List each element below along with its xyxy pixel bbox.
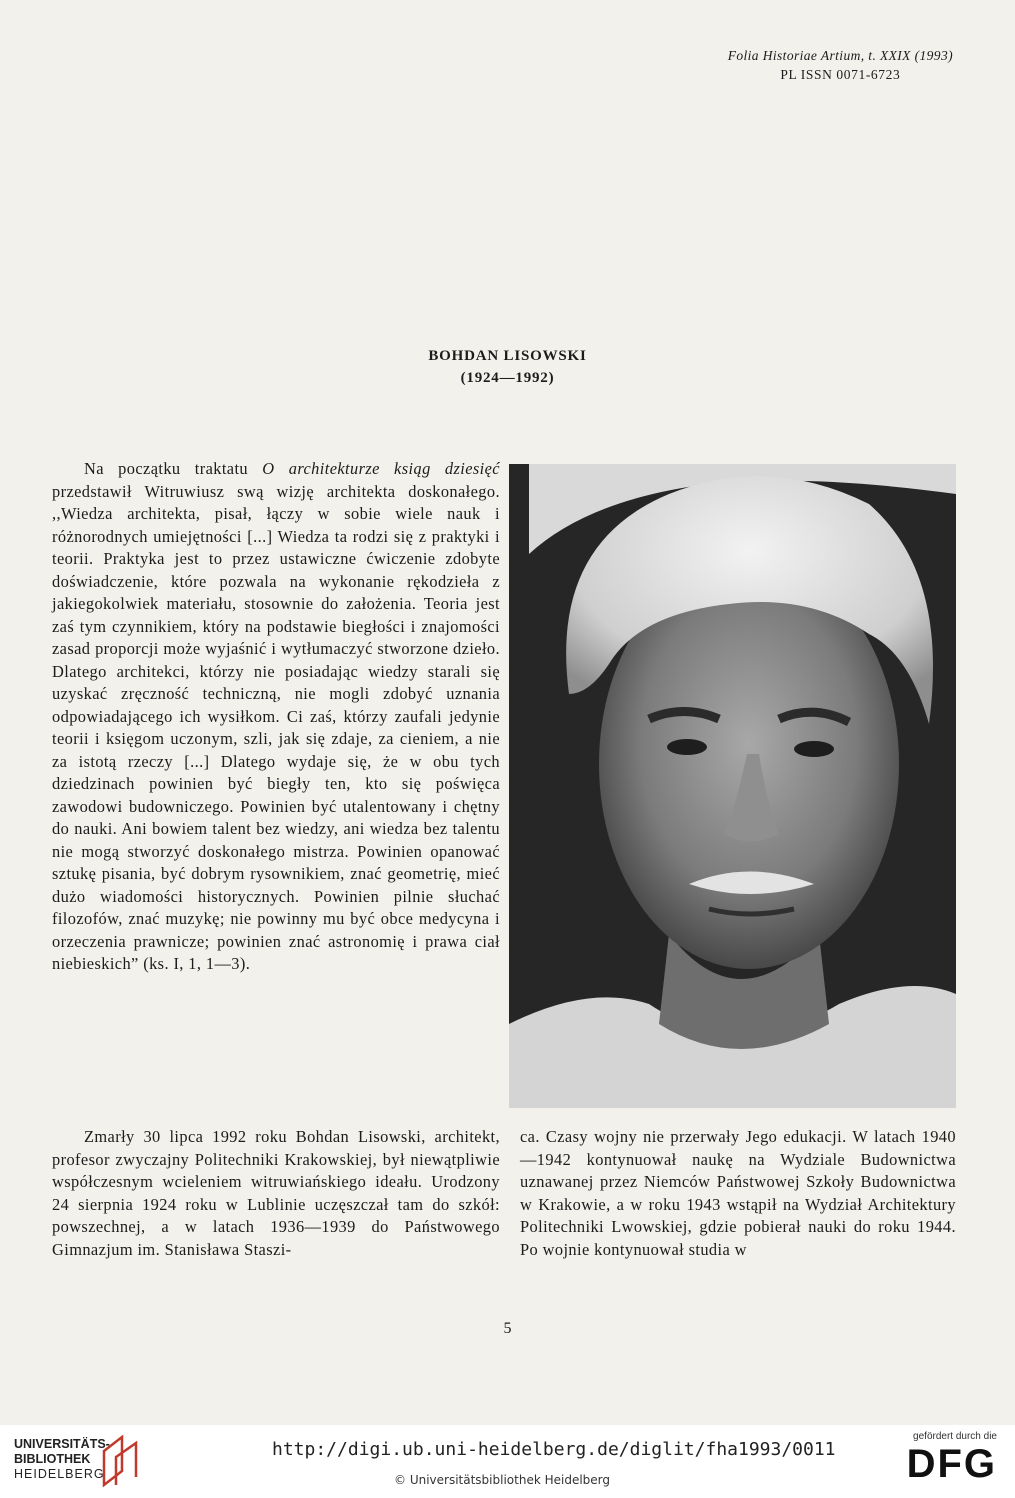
dfg-wordmark: DFG bbox=[906, 1442, 997, 1486]
issn: PL ISSN 0071-6723 bbox=[780, 67, 901, 82]
dfg-caption: gefördert durch die bbox=[913, 1431, 997, 1442]
page-header bbox=[728, 46, 953, 84]
portrait-illustration bbox=[509, 464, 956, 1108]
portrait-photo bbox=[509, 464, 956, 1108]
article-title bbox=[0, 345, 1015, 389]
university-logo-text bbox=[14, 1437, 110, 1482]
paragraph-1 bbox=[52, 458, 500, 976]
title-name: BOHDAN LISOWSKI bbox=[428, 348, 587, 364]
left-eye bbox=[667, 739, 707, 755]
footer-bar bbox=[0, 1425, 1015, 1498]
uni-line-2: BIBLIOTHEK bbox=[14, 1452, 91, 1466]
body-column-right-bottom bbox=[520, 1126, 956, 1261]
page-number: 5 bbox=[503, 1320, 512, 1337]
university-logo-icon bbox=[100, 1433, 142, 1489]
copyright-notice: © Universitätsbibliothek Heidelberg bbox=[394, 1473, 611, 1487]
body-column-left-bottom bbox=[52, 1126, 500, 1261]
book-title: O architekturze ksiąg dziesięć bbox=[262, 459, 500, 478]
uni-line-3: HEIDELBERG bbox=[14, 1467, 105, 1481]
body-column-left-top bbox=[52, 458, 500, 976]
paragraph-2-left: Zmarły 30 lipca 1992 roku Bohdan Lisowski, architekt, profesor zwyczajny Politechniki Krakowskiej, był niewątpliwie współczesnym wcieleniem witruwiańskiego ideału. Urodzony 24 sierpnia 1924 roku w Lublinie uczęszczał tam do szkół: powszechnej, a w latach 1936—1939 do Państwowego Gimnazjum im. Stanisława Staszi- bbox=[52, 1127, 500, 1259]
p1-intro: Na początku traktatu bbox=[84, 459, 263, 478]
right-eye bbox=[794, 741, 834, 757]
dfg-logo bbox=[907, 1431, 997, 1486]
title-dates: (1924—1992) bbox=[460, 370, 555, 386]
document-url-link[interactable]: http://digi.ub.uni-heidelberg.de/diglit/fha1993/0011 bbox=[272, 1439, 836, 1460]
uni-line-1: UNIVERSITÄTS- bbox=[14, 1437, 110, 1451]
p1-rest: przedstawił Witruwiusz swą wizję architekta doskonałego. ,,Wiedza architekta, pisał, łączy w sobie wiele nauk i różnorodnych umiejętności [...] Wiedza ta rodzi się z praktyki i teorii. Praktyka jest to przez ustawiczne ćwiczenie zdobyte doświadczenie, które pozwala na wykonanie rękodzieła z jakiegokolwiek materiału, stosownie do założenia. Teoria jest zaś tym czynnikiem, który na podstawie biegłości i znajomości zasad proporcji może wyjaśnić i wytłumaczyć stworzone dzieło. Dlatego architekci, którzy nie posiadając wiedzy starali się uzyskać zręczność techniczną, nie mogli zdobyć uznania odpowiadającego ich wysiłkom. Ci zaś, którzy zaufali jedynie teorii i księgom uczonym, szli, jak się zdaje, za cieniem, a nie za istotą rzeczy [...] Dlatego wydaje się, że w obu tych dziedzinach powinien być biegły ten, kto się poświęca zawodowi budowniczego. Powinien być utalentowany i chętny do nauki. Ani bowiem talent bez wiedzy, ani wiedza bez talentu nie mogą stworzyć doskonałego mistrza. Powinien opanować sztukę pisania, być dobrym rysownikiem, znać geometrię, mieć dużo wiadomości historycznych. Powinien pilnie słuchać filozofów, znać muzykę; nie powinny mu być obce medycyna i orzeczenia prawnicze; powinien znać astronomię i prawa ciał niebieskich” (ks. I, 1, 1—3). bbox=[52, 481, 500, 973]
paragraph-2-right: ca. Czasy wojny nie przerwały Jego edukacji. W latach 1940—1942 kontynuował naukę na Wydziale Budownictwa uznawanej przez Niemców Państwowej Szkoły Budownictwa w Krakowie, a w roku 1943 wstąpił na Wydział Architektury Politechniki Lwowskiej, gdzie pobierał nauki do roku 1944. Po wojnie kontynuował studia w bbox=[520, 1127, 956, 1259]
journal-citation: Folia Historiae Artium, t. XXIX (1993) bbox=[727, 48, 953, 63]
